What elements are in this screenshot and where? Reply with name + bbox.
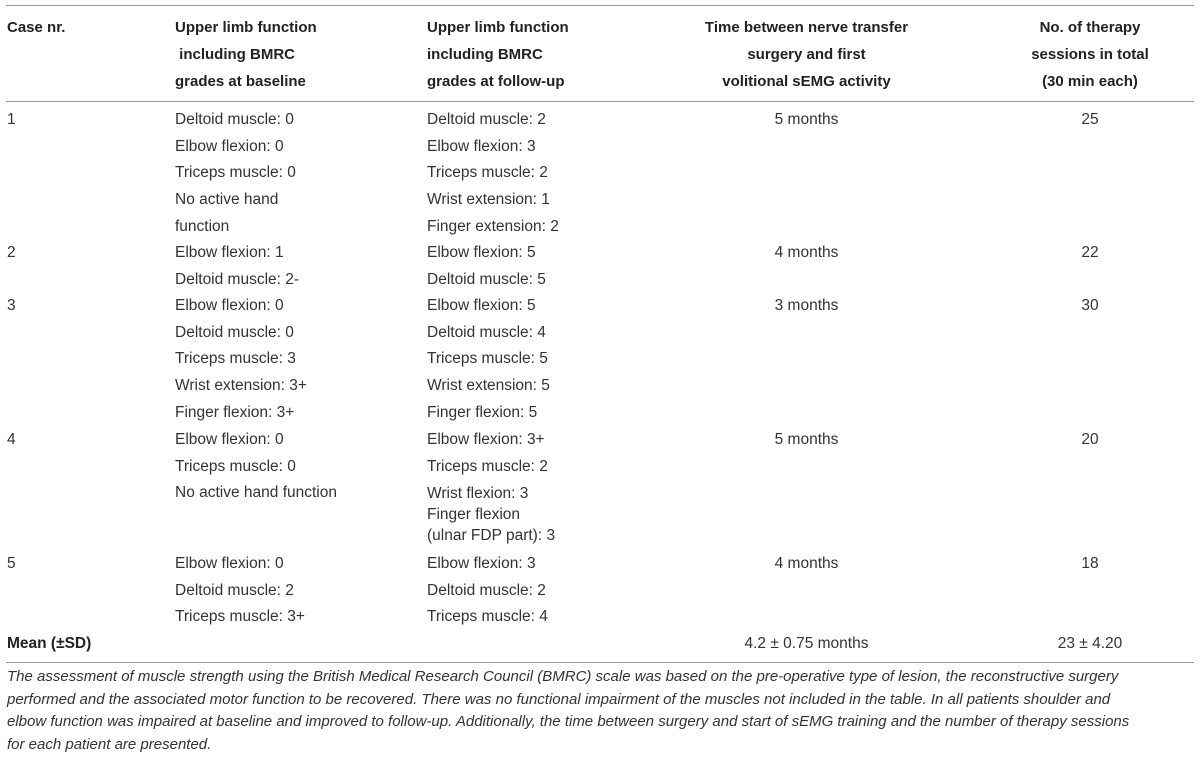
baseline-cell [175,551,305,631]
followup-cell [427,551,548,631]
header-baseline-line: including BMRC [175,46,295,63]
followup-cell [427,427,548,480]
table-footnote [7,666,1195,756]
baseline-item: Elbow flexion: 0 [175,555,284,572]
followup-item: Triceps muscle: 2 [427,457,548,475]
footnote-line: The assessment of muscle strength using the British Medical Research Council (BMRC) scale was based on the pre-operative type of lesion, the reconstructive surgery [7,668,1119,685]
header-sessions-line: sessions in total [1031,46,1149,63]
followup-item: Deltoid muscle: 5 [427,270,546,288]
followup-item: Triceps muscle: 5 [427,350,548,368]
header-rule [6,101,1194,102]
followup-item: Triceps muscle: 2 [427,164,548,182]
baseline-item: Deltoid muscle: 2 [175,581,294,599]
header-followup [427,14,569,95]
case-number: 5 [7,555,16,572]
header-sessions-line: (30 min each) [1042,73,1138,90]
followup-cell-continued [427,483,555,546]
followup-cell [427,240,546,293]
followup-item: Elbow flexion: 3 [427,555,536,572]
footnote-line: elbow function was impaired at baseline and improved to follow-up. Additionally, the time between surgery and start of sEMG training and the number of therapy sessions [7,713,1130,731]
case-number: 3 [7,297,16,314]
time-cell: 5 months [774,111,839,128]
header-baseline-line: Upper limb function [175,19,317,36]
baseline-item: Elbow flexion: 1 [175,244,284,261]
case-number: 1 [7,111,16,128]
followup-item: Elbow flexion: 5 [427,297,536,314]
header-case [7,14,65,41]
baseline-item: Finger flexion: 3+ [175,403,295,421]
header-time-line: Time between nerve transfer [704,19,909,36]
followup-item: Elbow flexion: 3+ [427,431,545,448]
followup-item: Elbow flexion: 5 [427,244,536,261]
header-sessions-line: No. of therapy [1039,19,1141,36]
footnote-line: performed and the associated motor function to be recovered. There was no functional impairment of the muscles not included in the table. In all patients shoulder and [7,690,1111,708]
sessions-cell: 18 [1081,555,1099,572]
mean-label: Mean (±SD) [7,635,92,652]
header-time-line: surgery and first [747,46,866,63]
baseline-item: Elbow flexion: 0 [175,431,284,448]
mean-time: 4.2 ± 0.75 months [744,635,869,652]
sessions-cell: 20 [1081,431,1099,448]
sessions-cell: 30 [1081,297,1099,314]
header-case-line: Case nr. [7,19,66,36]
header-baseline [175,14,317,95]
baseline-cell [175,107,296,241]
header-sessions [1000,14,1180,95]
baseline-item: Triceps muscle: 0 [175,164,296,182]
followup-item: Finger extension: 2 [427,217,559,235]
followup-item: Finger flexion [427,506,521,523]
header-followup-line: grades at follow-up [427,73,565,90]
baseline-cell [175,427,337,507]
baseline-item: Deltoid muscle: 0 [175,111,294,128]
followup-item: Wrist extension: 5 [427,377,550,395]
header-followup-line: Upper limb function [427,19,569,36]
header-time-line: volitional sEMG activity [722,73,891,90]
baseline-item: Triceps muscle: 0 [175,457,296,475]
followup-cell [427,107,559,241]
case-number: 4 [7,431,16,448]
baseline-item: No active hand [175,191,279,209]
followup-item: Deltoid muscle: 4 [427,323,546,341]
sessions-cell: 25 [1081,111,1099,128]
followup-item: Wrist flexion: 3 [427,485,529,502]
followup-item: Triceps muscle: 4 [427,608,548,626]
followup-item: Elbow flexion: 3 [427,137,536,155]
followup-item: Finger flexion: 5 [427,403,538,421]
top-rule [6,5,1194,6]
baseline-item: function [175,217,230,235]
sessions-cell: 22 [1081,244,1099,261]
followup-item: Deltoid muscle: 2 [427,111,546,128]
baseline-item: Deltoid muscle: 0 [175,323,294,341]
header-followup-line: including BMRC [427,46,543,63]
case-number: 2 [7,244,16,261]
mean-sessions: 23 ± 4.20 [1057,635,1123,652]
baseline-item: Wrist extension: 3+ [175,377,307,395]
time-cell: 3 months [774,297,839,314]
followup-item: (ulnar FDP part): 3 [427,527,556,544]
time-cell: 4 months [774,555,839,572]
time-cell: 4 months [774,244,839,261]
followup-item: Deltoid muscle: 2 [427,581,546,599]
header-time [674,14,939,95]
baseline-cell [175,293,307,427]
bottom-rule [6,662,1194,663]
baseline-item: No active hand function [175,484,337,502]
followup-cell [427,293,550,427]
baseline-item: Elbow flexion: 0 [175,137,284,155]
header-baseline-line: grades at baseline [175,73,306,90]
baseline-item: Elbow flexion: 0 [175,297,284,314]
baseline-item: Triceps muscle: 3+ [175,608,305,626]
baseline-cell [175,240,299,293]
time-cell: 5 months [774,431,839,448]
footnote-line: for each patient are presented. [7,735,212,753]
baseline-item: Triceps muscle: 3 [175,350,296,368]
followup-item: Wrist extension: 1 [427,191,550,209]
baseline-item: Deltoid muscle: 2- [175,270,300,288]
